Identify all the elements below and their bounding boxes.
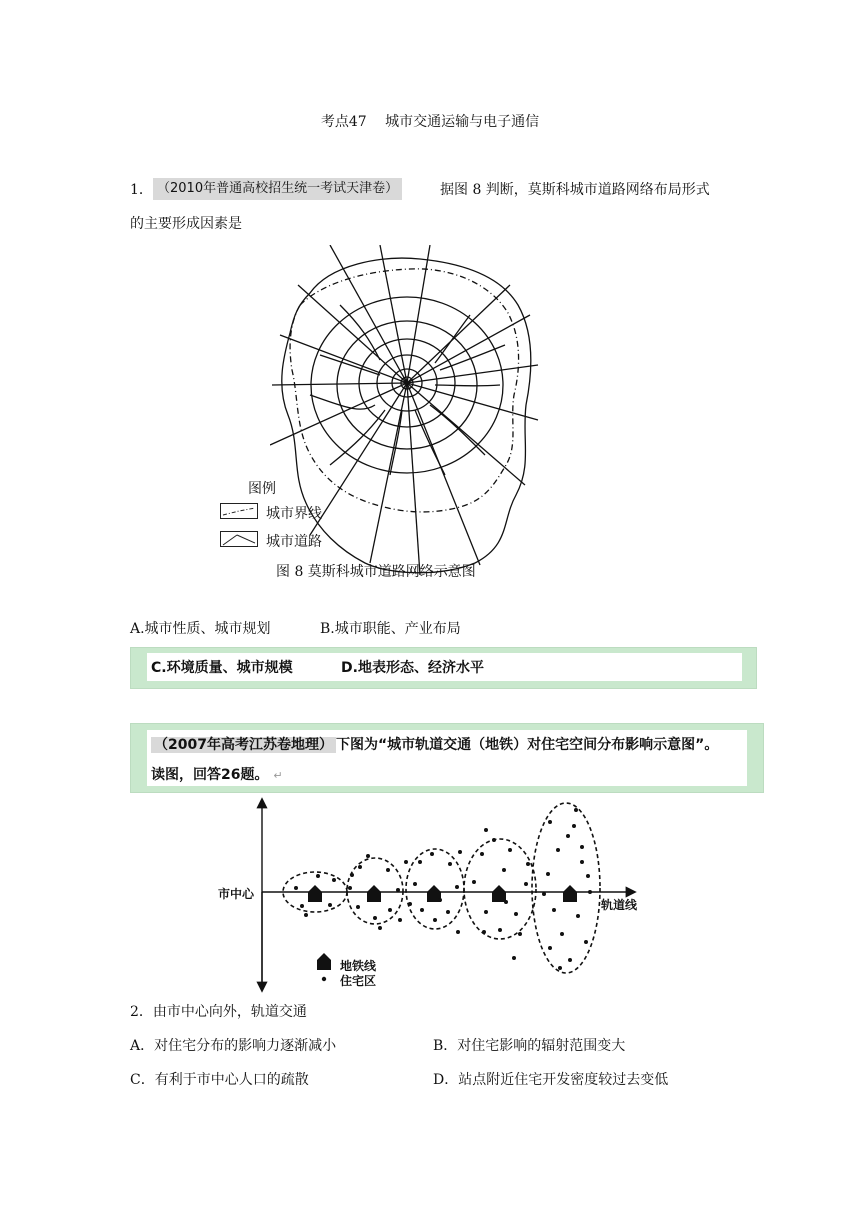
question-2-option-b: B．对住宅影响的辐射范围变大 [433,1038,626,1054]
question-2-option-c: C．有利于市中心人口的疏散 [130,1072,309,1088]
legend-label-city-road: 城市道路 [266,534,322,550]
question-2-stem: 2．由市中心向外，轨道交通 [130,1004,307,1020]
question-1-stem-line2: 的主要形成因素是 [130,216,242,232]
legend-swatch-city-road [220,531,258,547]
legend-swatch-city-boundary [220,503,258,519]
rail-line-label: 轨道线 [601,898,638,912]
legend-label-city-boundary: 城市界线 [266,506,322,522]
question-2-option-d: D．站点附近住宅开发密度较过去变低 [433,1072,669,1088]
moscow-road-network-map [270,245,540,575]
city-center-label: 市中心 [218,887,255,901]
question-1-option-c: C.环境质量、城市规模 [151,660,293,676]
question-2-intro-line1: 下图为“城市轨道交通（地铁）对住宅空间分布影响示意图”。 [335,737,719,753]
influence-zone-5 [532,803,600,973]
page-title: 考点47 城市交通运输与电子通信 [320,114,540,130]
question-1-option-d: D.地表形态、经济水平 [341,660,484,676]
question-1-source: （2010年普通高校招生统一考试天津卷） [153,178,402,200]
question-2-option-a: A．对住宅分布的影响力逐渐减小 [130,1038,337,1054]
station-icon-2 [367,885,381,902]
legend-residential-dot [322,977,326,981]
city-boundary-dashed [290,269,519,512]
question-2-intro-line2: 读图，回答26题。 [151,767,269,783]
question-1-stem-line1: 据图 8 判断，莫斯科城市道路网络布局形式 [440,182,710,198]
question-1-option-b: B.城市职能、产业布局 [320,621,461,637]
legend-label-metro: 地铁线 [340,959,377,973]
figure-8-caption: 图 8 莫斯科城市道路网络示意图 [276,564,476,580]
legend-label-residential: 住宅区 [340,974,377,988]
legend-metro-icon [317,953,331,970]
station-icon-5 [563,885,577,902]
question-2-intro-banner [130,723,764,793]
outer-boundary [282,258,531,573]
station-icon-1 [308,885,322,902]
question-1-options-cd-banner [130,647,757,689]
rail-transit-housing-diagram [210,792,660,997]
map-legend-title: 图例 [248,481,276,497]
question-1-option-a: A.城市性质、城市规划 [130,621,271,637]
return-mark: ↵ [273,769,283,782]
station-icon-4 [492,885,506,902]
question-2-source: （2007年高考江苏卷地理） [151,737,336,753]
question-1-number: 1． [130,182,153,198]
